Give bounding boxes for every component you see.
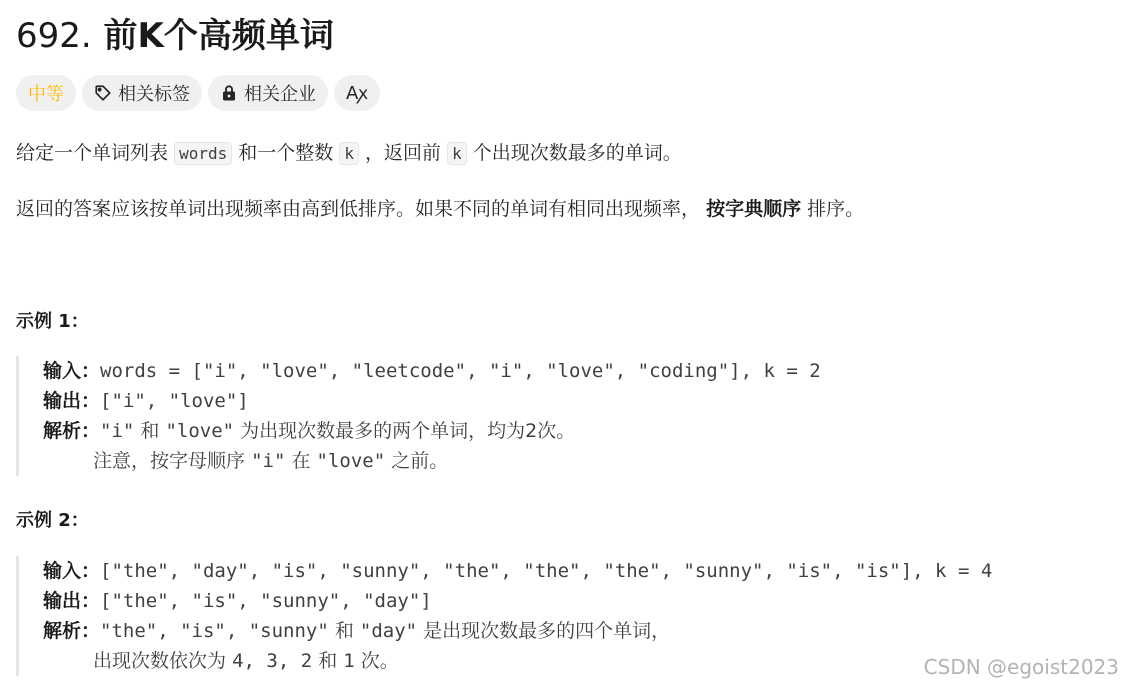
inline-code: k (339, 142, 359, 165)
mono-text: "i" (100, 420, 135, 442)
example-1-note (43, 446, 1123, 476)
explanation-label: 解析： (43, 420, 101, 442)
output-value: ["the", "is", "sunny", "day"] (100, 590, 432, 612)
text: ，返回前 (365, 142, 442, 164)
translate-icon: Aꭗ (346, 83, 368, 104)
input-value: words = ["i", "love", "leetcode", "i", "love", "coding"], k = 2 (100, 360, 821, 382)
bold-text: 按字典顺序 (706, 198, 802, 220)
mono-text: "love" (165, 420, 235, 442)
example-2-title: 示例 2： (16, 510, 89, 531)
related-tags-label: 相关标签 (118, 84, 190, 105)
text: 之前。 (391, 450, 449, 472)
difficulty-badge[interactable] (16, 75, 76, 111)
text: 在 (291, 450, 311, 472)
text: 给定一个单词列表 (16, 142, 169, 164)
description-paragraph-1 (16, 138, 682, 165)
text: 返回的答案应该按单词出现频率由高到低排序。如果不同的单词有相同出现频率， (16, 198, 701, 220)
example-1-title: 示例 1： (16, 311, 89, 332)
description-paragraph-2 (16, 194, 864, 221)
output-label: 输出： (43, 390, 101, 412)
page-title (16, 8, 334, 57)
example-2-input (43, 556, 1123, 586)
inline-code: k (447, 142, 467, 165)
mono-text: 1 (343, 650, 355, 672)
text: 次。 (360, 650, 399, 672)
mono-text: "day" (359, 620, 418, 642)
example-1-output (43, 386, 1123, 416)
example-1-input (43, 356, 1123, 386)
input-label: 输入： (43, 560, 101, 582)
related-tags-button[interactable] (82, 75, 202, 111)
input-value: ["the", "day", "is", "sunny", "the", "the", "the", "sunny", "is", "is"], k = 4 (100, 560, 993, 582)
inline-code: words (174, 142, 232, 165)
text: 为出现次数最多的两个单词，均为2次。 (240, 420, 576, 442)
mono-text: "love" (316, 450, 386, 472)
example-2-output (43, 586, 1123, 616)
text: 和一个整数 (238, 142, 334, 164)
explanation-label: 解析： (43, 620, 101, 642)
mono-text: "the", "is", "sunny" (100, 620, 329, 642)
text: 和 (334, 620, 354, 642)
text: 和 (140, 420, 160, 442)
watermark: CSDN @egoist2023 (923, 655, 1119, 679)
text: 排序。 (807, 198, 865, 220)
mono-text: 4, 3, 2 (232, 650, 313, 672)
text: 和 (318, 650, 338, 672)
mono-text: "i" (251, 450, 286, 472)
text: 个出现次数最多的单词。 (472, 142, 682, 164)
text: 是出现次数最多的四个单词， (423, 620, 671, 642)
text: 注意，按字母顺序 (93, 450, 246, 472)
related-companies-label: 相关企业 (244, 84, 316, 105)
text: 出现次数依次为 (93, 650, 227, 672)
tag-bar (16, 75, 380, 111)
output-value: ["i", "love"] (100, 390, 249, 412)
example-1-explanation (43, 416, 1123, 446)
problem-title: 前K个高频单词 (103, 16, 334, 56)
difficulty-label: 中等 (28, 84, 64, 105)
example-2-explanation (43, 616, 1123, 646)
related-companies-button[interactable] (208, 75, 328, 111)
output-label: 输出： (43, 590, 101, 612)
tag-icon (94, 84, 112, 102)
translate-button[interactable] (334, 75, 380, 111)
input-label: 输入： (43, 360, 101, 382)
problem-number: 692. (16, 16, 92, 56)
example-1-block (16, 356, 1123, 476)
lock-icon (220, 84, 238, 102)
